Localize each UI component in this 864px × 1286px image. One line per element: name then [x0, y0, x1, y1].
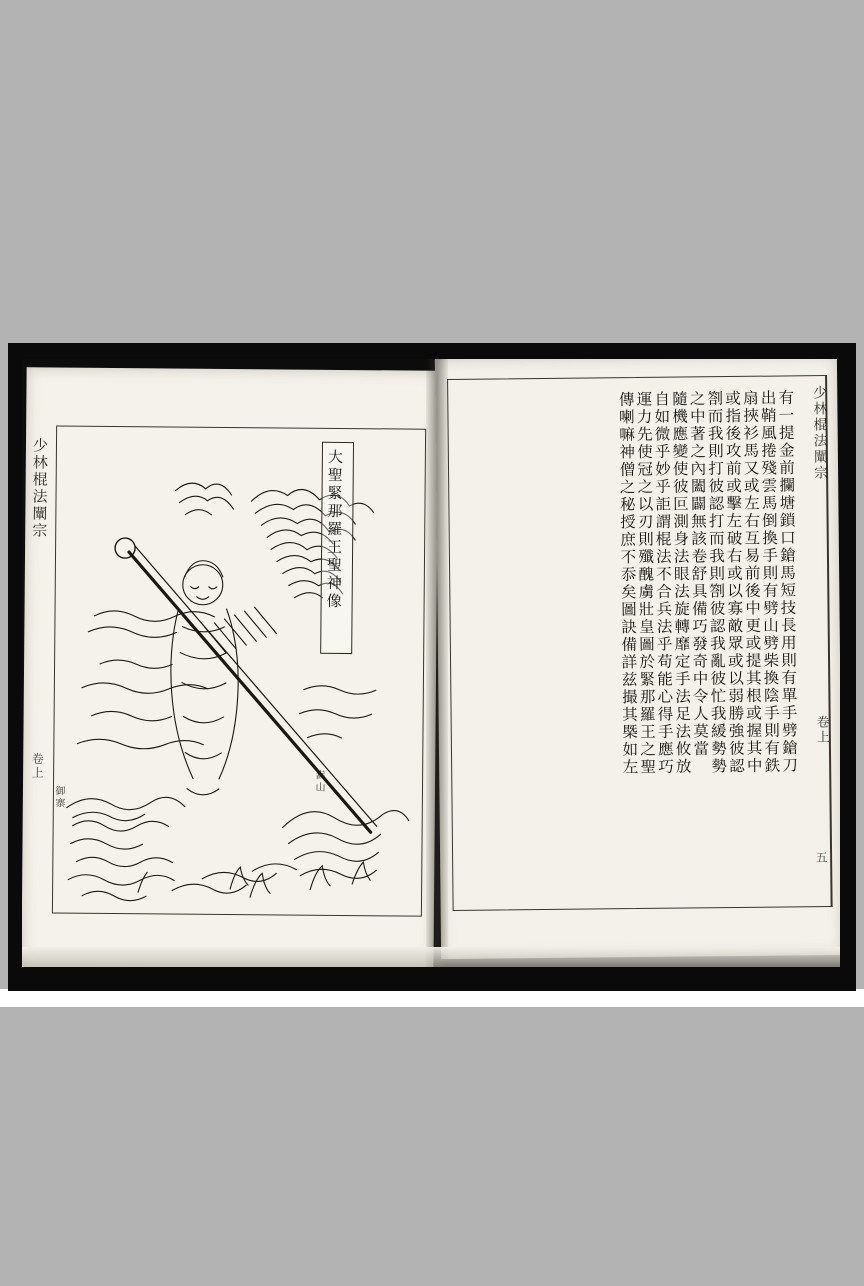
caption-cartouche	[320, 442, 354, 654]
rock-label: 御寨	[52, 785, 65, 810]
photo-vignette-left	[8, 343, 22, 991]
photo-vignette-bottom	[8, 967, 856, 991]
page-header-title: 少林棍法闡宗	[811, 385, 829, 482]
left-page-illustration	[21, 367, 438, 979]
text-column-group	[457, 389, 798, 902]
mountain-label: 嵩山	[312, 769, 325, 794]
text-column: 出鞘風捲殘雲馬倒換手則有劈山劈柴換陰手則有鉄	[758, 389, 781, 775]
text-column: 或指後攻前或擊左破右或以寡敵眾或以弱勝強彼認	[723, 389, 746, 776]
page-number: 五	[814, 851, 829, 866]
text-column: 運力先使冠之以刃則殲醜虜壯皇圖於緊那羅王之聖	[634, 390, 657, 777]
text-column: 有一提金前攔塘鎖口鎗馬短技長用則有單手劈鎗刀	[776, 389, 799, 775]
caption-text: 大聖緊那羅王聖神像	[324, 448, 344, 611]
text-column: 隨機應變使彼叵測身法眼法旋轉靡定手法足法攸放	[669, 390, 692, 776]
photo-vignette-right	[840, 343, 856, 991]
white-margin-band	[0, 989, 864, 1007]
text-column: 傳喇嘛神僧之秘授庶不忝矣圖訣備詳兹撮其槩如左	[616, 391, 639, 777]
book-spine-shadow	[426, 353, 448, 967]
left-page-spine-subtitle: 卷上	[30, 752, 45, 781]
text-column: 之中著之內闔闢無該卷舒具備巧發奇中令人莫當	[687, 390, 710, 758]
left-page-spine-title: 少林棍法闡宗	[30, 437, 50, 540]
text-column: 自如微乎妙乎詎謂棍法不合兵法乎苟能心得手應巧	[652, 390, 675, 776]
illustration-artwork	[52, 425, 426, 916]
volume-marker: 卷上	[813, 715, 829, 746]
right-page-text	[435, 355, 843, 959]
photo-vignette-top	[8, 343, 856, 359]
text-column: 劄而我則打彼認打而我則劄彼認我亂彼忙我緩勢勢	[705, 390, 728, 776]
book-spread-photo	[8, 343, 856, 991]
text-column: 扇挾衫馬又或左右互易前後中更或提其根或握其中	[740, 389, 763, 775]
